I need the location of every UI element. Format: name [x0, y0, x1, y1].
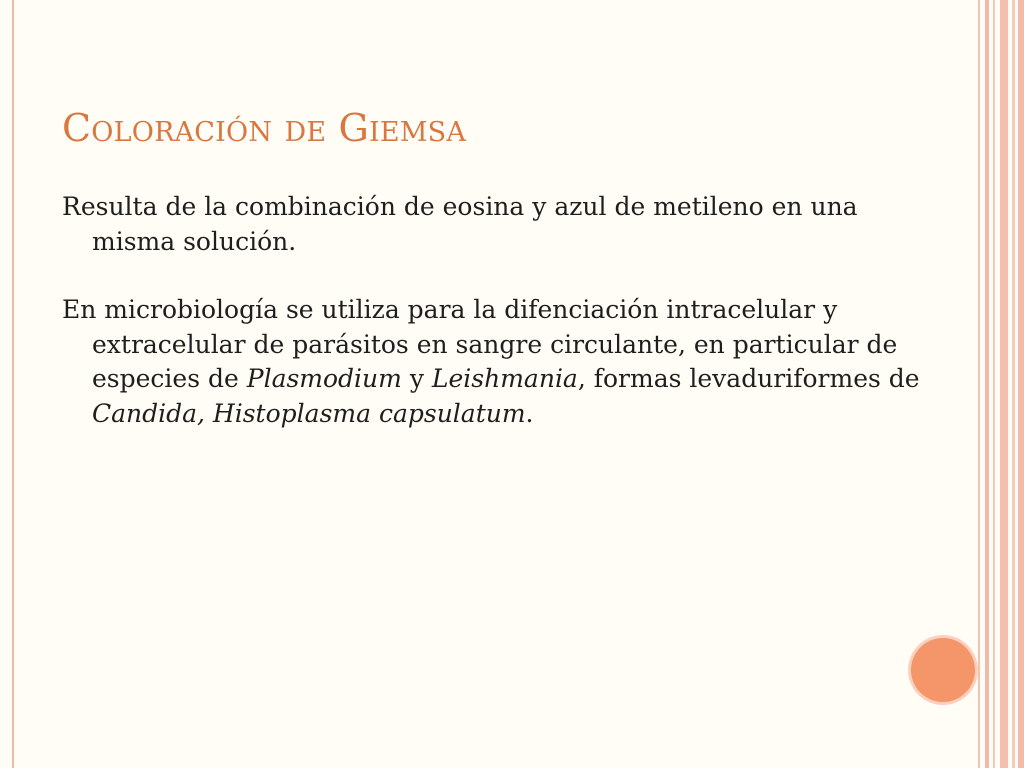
left-border-line — [12, 0, 14, 768]
species-name-leishmania: Leishmania — [431, 364, 578, 393]
text-segment: . — [525, 398, 534, 428]
slide-title: Coloración de Giemsa — [62, 106, 467, 150]
text-segment: y — [401, 364, 432, 393]
right-border-stripe — [1012, 0, 1015, 768]
species-name-candida-histoplasma: Candida, Histoplasma capsulatum — [92, 398, 526, 428]
decorative-circle-icon — [911, 638, 975, 702]
paragraph-definition: Resulta de la combinación de eosina y azul de metileno en una misma solución. — [62, 192, 858, 256]
right-border-stripe — [993, 0, 995, 768]
right-border-stripe — [1018, 0, 1024, 768]
right-border-stripe — [1000, 0, 1008, 768]
paragraph-microbiology — [62, 293, 922, 431]
slide-body — [62, 190, 922, 431]
species-name-plasmodium: Plasmodium — [246, 364, 402, 393]
right-border-stripe — [985, 0, 989, 768]
text-segment: , formas levaduriformes de — [577, 364, 920, 393]
right-border-stripe — [978, 0, 980, 768]
text-segment: En microbiología se utiliza para la difenciación intracelular y extracelular de parásitos en sangre circulante, en particular de especies de — [62, 295, 898, 393]
